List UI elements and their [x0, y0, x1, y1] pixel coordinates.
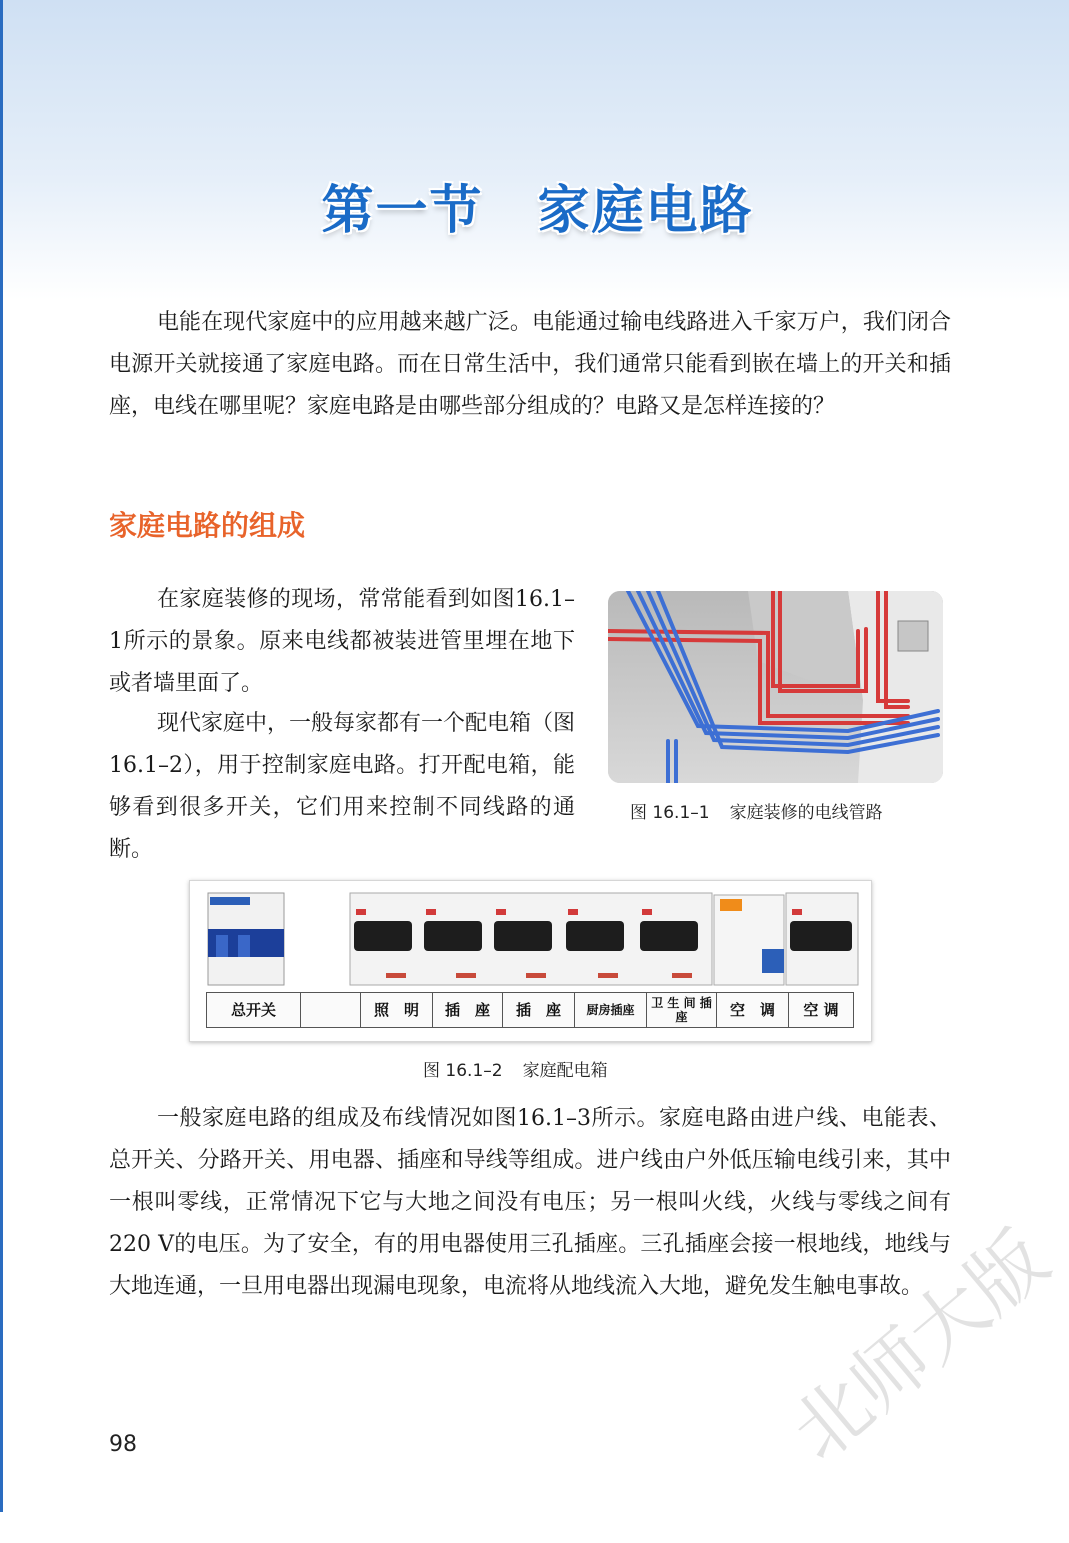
label-blank — [301, 993, 361, 1027]
label-socket-2: 插 座 — [503, 993, 575, 1027]
label-lighting: 照 明 — [361, 993, 433, 1027]
page-number: 98 — [109, 1432, 137, 1457]
paragraph-3: 一般家庭电路的组成及布线情况如图16.1–3所示。家庭电路由进户线、电能表、总开关、分路开关、用电器、插座和导线等组成。进户线由户外低压输电线引来，其中一根叫零线，正常情况下它与大地之间没有电压；另一根叫火线，火线与零线之间有220 V的电压。为了安全，有的用电器使用三孔插座。三孔插座会接一根地线，地线与大地连通，一旦用电器出现漏电现象，电流将从地线流入大地，避免发生触电事故。 — [109, 1106, 951, 1299]
branch-breakers — [350, 893, 712, 985]
publisher-watermark: 北师大版 — [774, 1213, 1065, 1478]
title-topic: 家庭电路 — [537, 181, 754, 241]
section-heading: 家庭电路的组成 — [109, 509, 306, 542]
figure2-caption — [423, 1056, 608, 1081]
figure-distribution-box — [189, 880, 872, 1042]
conduit-illustration — [608, 591, 943, 783]
paragraph-2: 现代家庭中，一般每家都有一个配电箱（图16.1–2），用于控制家庭电路。打开配电箱，能够看到很多开关，它们用来控制不同线路的通断。 — [109, 711, 576, 862]
label-socket-1: 插 座 — [433, 993, 503, 1027]
label-bathroom-socket: 卫 生 间 插 座 — [647, 993, 717, 1027]
residual-current-device — [714, 895, 784, 985]
figure2-title: 家庭配电箱 — [522, 1061, 608, 1081]
air-conditioner-breaker — [786, 893, 858, 985]
breaker-illustration — [190, 881, 871, 993]
figure1-number: 图 16.1–1 — [630, 803, 710, 823]
figure1-caption — [630, 798, 883, 823]
main-switch-breaker — [208, 893, 284, 985]
label-main-switch: 总开关 — [207, 993, 301, 1027]
breaker-label-strip — [206, 992, 854, 1028]
label-kitchen-socket: 厨房插座 — [575, 993, 647, 1027]
page-title — [3, 168, 1069, 243]
label-air-conditioner-2: 空 调 — [803, 1001, 839, 1019]
figure2-number: 图 16.1–2 — [423, 1061, 503, 1081]
paragraph-1: 在家庭装修的现场，常常能看到如图16.1–1所示的景象。原来电线都被装进管里埋在地下或者墙里面了。 — [109, 587, 575, 696]
label-air-conditioner-1: 空 调 — [717, 993, 789, 1027]
figure1-title: 家庭装修的电线管路 — [729, 803, 883, 823]
intro-paragraph: 电能在现代家庭中的应用越来越广泛。电能通过输电线路进入千家万户，我们闭合电源开关就接通了家庭电路。而在日常生活中，我们通常只能看到嵌在墙上的开关和插座，电线在哪里呢？家庭电路是由哪些部分组成的？电路又是怎样连接的？ — [109, 310, 951, 419]
figure-wiring-conduit-photo — [608, 591, 943, 783]
title-section-number: 第一节 — [321, 181, 484, 241]
